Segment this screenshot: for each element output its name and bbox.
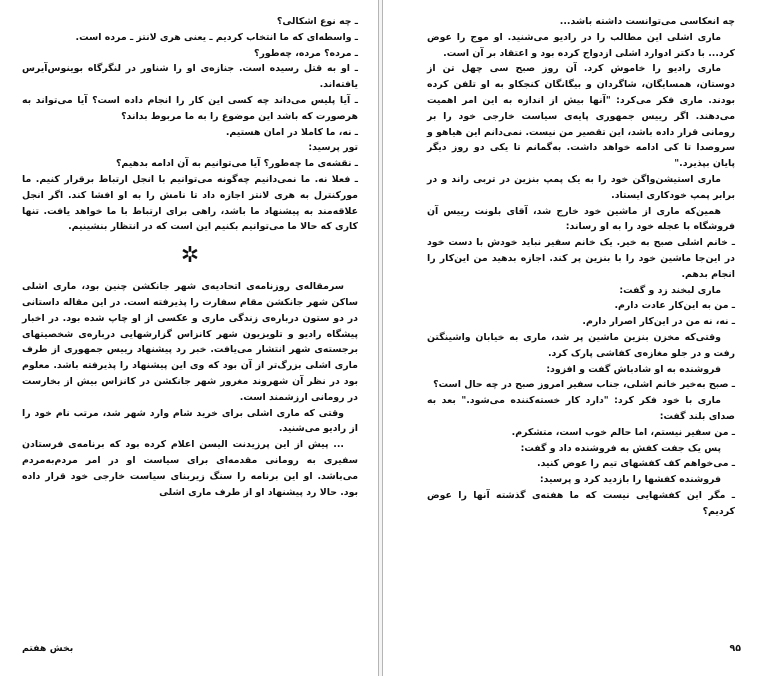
right-page xyxy=(383,0,761,676)
paragraph: ماری با خود فکر کرد: "دارد کار خسته‌کننده می‌شود." بعد به صدای بلند گفت: xyxy=(427,395,735,422)
paragraph: همین‌که ماری از ماشین خود خارج شد، آقای بلونت رییس آن فروشگاه با عجله خود را به او رساند: xyxy=(427,205,735,233)
paragraph: ـ نه، ما کاملا در امان هستیم. xyxy=(225,126,358,138)
paragraph: فروشنده به او شادباش گفت و افزود: xyxy=(546,363,721,375)
paragraph: ـ واسطه‌ای که ما انتخاب کردیم ـ یعنی هری لانتز ـ مرده است. xyxy=(75,31,358,43)
paragraph: ـ او به قتل رسیده است. جنازه‌ی او را شناور در لنگرگاه بوینوس‌آیرس یافته‌اند. xyxy=(22,63,358,91)
paragraph: تور پرسید: xyxy=(308,142,358,154)
paragraph: ـ خانم اشلی صبح به خیر. یک خانم سفیر نباید خودش با دست خود در این‌جا ماشین خود را با بنزین پر کند. اجازه بدهید من این‌کار را انجام بدهم. xyxy=(427,237,735,280)
paragraph: ـ مرده؟ مرده، چه‌طور؟ xyxy=(254,47,358,59)
left-page xyxy=(0,0,378,676)
editorial-section xyxy=(22,279,358,500)
paragraph: وقتی‌که مخزن بنزین ماشین پر شد، ماری به خیابان واشینگتن رفت و در جلو مغازه‌ی کفاشی پارک کرد. xyxy=(427,331,735,359)
paragraph: سرمقاله‌ی روزنامه‌ی اتحادیه‌ی شهر جانکشن چنین بود، ماری اشلی ساکن شهر جانکشن مقام سفارت را پذیرفته است. در این مقاله داستانی در دو ستون درباره‌ی زندگی ماری و عکسی از او چاپ شده بود. در اخبار پیشگاه رادیو و تلویزیون شهر کانزاس گزارشهایی درباره‌ی شخصیتهای برجسته‌ی شهر انتشار می‌یافت. خبر رد پیشنهاد رییس جمهوری از طرف ماری اشلی بزرگ‌تر از آن بود که وی این پیشنهاد را پذیرفته باشد. معلوم بود در نظر آن شهروند مغرور شهر جانکشن در کانزاس بیش از بخارست در رومانی ارزشمند است. xyxy=(22,281,358,403)
paragraph: چه انعکاسی می‌توانست داشته باشد... xyxy=(559,16,735,27)
paragraph: ماری رادیو را خاموش کرد. آن روز صبح سی چهل تن از دوستان، همسایگان، شاگردان و بیگانگان کنجکاو به او تلفن کرده بودند. ماری فکر می‌کرد: "آنها بیش از اندازه به این امر اهمیت می‌دهند. اگر رییس جمهوری پایه‌ی سیاست خارجی خود را بر رومانی قرار داده باشد، این تقصیر من نیست. نمی‌دانم این هیاهو و سروصدا تا کی ادامه خواهد داشت. به‌گمانم تا یکی دو روز دیگر پایان بپذیرد." xyxy=(426,63,735,170)
paragraph: ـ من سفیر نیستم، اما حالم خوب است، متشکرم. xyxy=(511,426,735,438)
paragraph: ماری اشلی این مطالب را در رادیو می‌شنید. او موج را عوض کرد... با دکتر ادوارد اشلی ازدواج کرده بود و اعتقاد بر آن است. xyxy=(427,31,735,59)
paragraph: ـ آیا پلیس می‌داند چه کسی این کار را انجام داده است؟ آیا می‌تواند به هرصورت که باشد این موضوع را به ما مربوط بداند؟ xyxy=(22,94,358,122)
paragraph: وقتی که ماری اشلی برای خرید شام وارد شهر شد، مرتب نام خود را از رادیو می‌شنید. xyxy=(22,407,358,435)
paragraph: فروشنده کفشها را بازدید کرد و پرسید: xyxy=(539,474,721,486)
paragraph: ـ نقشه‌ی ما چه‌طور؟ آیا می‌توانیم به آن ادامه بدهیم؟ xyxy=(115,158,358,170)
paragraph: ـ صبح به‌خیر خانم اشلی، جناب سفیر امروز صبح در چه حال است؟ xyxy=(433,379,735,391)
paragraph: ـ می‌خواهم کف کفشهای تیم را عوض کنید. xyxy=(537,458,735,470)
section-separator-icon: ✲ xyxy=(180,243,200,269)
paragraph: ـ نه، نه من در این‌کار اصرار دارم. xyxy=(582,316,735,328)
paragraph: ـ مگر این کفشهایی نیست که ما هفته‌ی گذشته آنها را عوض کردیم؟ xyxy=(427,489,735,517)
paragraph: ... پیش از این پرزیدنت الیسن اعلام کرده بود که برنامه‌ی فرستادن سفیری به رومانی مقدمه‌ای برای سیاست او در امر مردم‌به‌مردم می‌باشد. او این برنامه را سنگ زیربنای سیاست خارجی خود قرار داده بود. حالا رد پیشنهاد او از طرف ماری اشلی xyxy=(22,439,358,498)
paragraph: ـ من به این‌کار عادت دارم. xyxy=(614,300,735,312)
dialogue-section xyxy=(22,14,358,235)
page-number: ۹۵ xyxy=(729,643,741,654)
chapter-title: بخش هفتم xyxy=(22,643,74,654)
paragraph: پس یک جفت کفش به فروشنده داد و گفت: xyxy=(520,442,721,454)
paragraph: ماری استیشن‌واگن خود را به یک پمپ بنزین در تربی راند و در برابر پمپ خودکاری ایستاد. xyxy=(427,173,735,201)
paragraph: ماری لبخند زد و گفت: xyxy=(619,284,721,296)
paragraph: ـ فعلا نه. ما نمی‌دانیم چه‌گونه می‌توانیم با انجل ارتباط برقرار کنیم. ما مورکنترل به هری لانتز اجازه داد تا نامش را به او افشا کند. اگر انجل علاقه‌مند به پیشنهاد ما باشد، راهی برای ارتباط با ما خواهد یافت. تنها کاری که حالا ما می‌توانیم بکنیم این است که در انتظار بنشینیم. xyxy=(22,173,358,233)
paragraph: ـ چه نوع اشکالی؟ xyxy=(276,16,358,27)
